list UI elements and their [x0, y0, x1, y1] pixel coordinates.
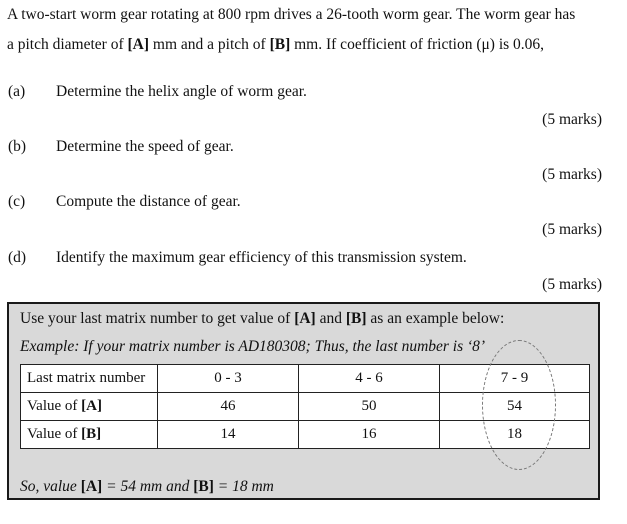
question-marks: (5 marks)	[542, 111, 602, 128]
table-cell: 16	[299, 421, 440, 449]
box-intro	[20, 310, 504, 328]
var-b: [B]	[345, 310, 367, 327]
table-cell: 7 - 9	[440, 365, 590, 393]
matrix-info-box	[7, 302, 600, 500]
row-header: Last matrix number	[21, 365, 158, 393]
box-intro-post: as an example below:	[366, 310, 505, 327]
box-example: Example: If your matrix number is AD180308; Thus, the last number is ‘8’	[20, 338, 486, 355]
question-marks: (5 marks)	[542, 166, 602, 183]
question-text: Determine the helix angle of worm gear.	[56, 83, 307, 100]
var-b: [B]	[269, 36, 291, 53]
box-intro-pre: Use your last matrix number to get value of	[20, 310, 295, 327]
question-label: (d)	[8, 249, 27, 266]
table-cell: 50	[299, 393, 440, 421]
table-cell: 46	[158, 393, 299, 421]
var-a: [A]	[294, 310, 316, 327]
table-cell: 18	[440, 421, 590, 449]
box-intro-mid: and	[315, 310, 346, 327]
table-cell: 54	[440, 393, 590, 421]
question-label: (a)	[8, 83, 26, 100]
question-text: Compute the distance of gear.	[56, 193, 241, 210]
problem-line-2-mid: mm and a pitch of	[149, 36, 270, 53]
box-result: So, value [A] = 54 mm and [B] = 18 mm	[20, 478, 274, 495]
var-a: [A]	[127, 36, 150, 53]
question-marks: (5 marks)	[542, 221, 602, 238]
problem-statement	[7, 0, 617, 60]
question-label: (c)	[8, 193, 26, 210]
question-label: (b)	[8, 138, 27, 155]
problem-line-1: A two-start worm gear rotating at 800 rpm drives a 26-tooth worm gear. The worm gear has	[7, 6, 576, 23]
table-cell: 14	[158, 421, 299, 449]
table-cell: 4 - 6	[299, 365, 440, 393]
row-header: Value of [A]	[21, 393, 158, 421]
row-header: Value of [B]	[21, 421, 158, 449]
highlight-ellipse	[482, 340, 556, 470]
table-cell: 0 - 3	[158, 365, 299, 393]
question-text: Determine the speed of gear.	[56, 138, 234, 155]
question-text: Identify the maximum gear efficiency of this transmission system.	[56, 249, 467, 266]
problem-line-2-pre: a pitch diameter of	[7, 36, 128, 53]
problem-line-2	[7, 30, 617, 60]
var-b: [B]	[193, 478, 214, 495]
question-marks: (5 marks)	[542, 276, 602, 293]
problem-line-2-post: mm. If coefficient of friction (μ) is 0.06,	[290, 36, 545, 53]
var-a: [A]	[80, 478, 103, 495]
